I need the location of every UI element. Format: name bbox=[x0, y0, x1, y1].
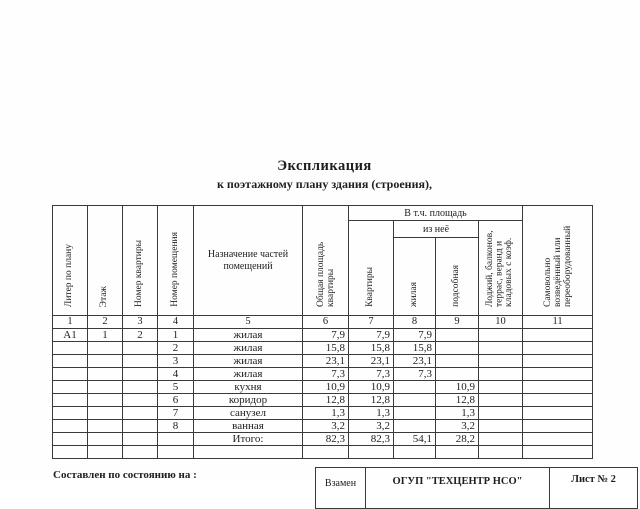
cell-living: 7,3 bbox=[394, 368, 436, 381]
cell-living: 23,1 bbox=[394, 355, 436, 368]
cell-flat-area: 7,9 bbox=[349, 329, 394, 342]
totals-flat-area: 82,3 bbox=[349, 433, 394, 446]
cell-purpose: кухня bbox=[194, 381, 303, 394]
cell-total: 23,1 bbox=[303, 355, 349, 368]
header-liter-cell bbox=[53, 206, 88, 316]
totals-row bbox=[53, 433, 593, 446]
header-row-group bbox=[53, 206, 593, 221]
footer-compiled-text: Составлен по состоянию на : bbox=[53, 469, 197, 481]
col-number: 7 bbox=[349, 316, 394, 329]
cell-room bbox=[158, 433, 194, 446]
cell-room: 8 bbox=[158, 420, 194, 433]
cell-liter bbox=[53, 433, 88, 446]
cell-living: 15,8 bbox=[394, 342, 436, 355]
cell-liter: А1 bbox=[53, 329, 88, 342]
cell-total: 15,8 bbox=[303, 342, 349, 355]
cell-floor bbox=[88, 407, 123, 420]
header-flat-area-label: Квартиры bbox=[365, 267, 376, 307]
header-floor-label: Этаж bbox=[99, 285, 110, 307]
totals-aux: 28,2 bbox=[436, 433, 479, 446]
header-unauthorized-cell bbox=[523, 206, 593, 316]
header-total-area-cell bbox=[303, 206, 349, 316]
cell-liter bbox=[53, 420, 88, 433]
col-number: 10 bbox=[479, 316, 523, 329]
header-liter-label: Литер по плану bbox=[64, 243, 75, 307]
cell-total: 12,8 bbox=[303, 394, 349, 407]
cell-purpose: жилая bbox=[194, 329, 303, 342]
cell-unauth bbox=[523, 420, 593, 433]
page-subtitle: к поэтажному плану здания (строения), bbox=[217, 177, 432, 191]
cell-balcony bbox=[479, 394, 523, 407]
header-living-cell bbox=[394, 238, 436, 316]
cell-total: 7,3 bbox=[303, 368, 349, 381]
footer-organization: ОГУП "ТЕХЦЕНТР НСО" bbox=[366, 468, 550, 508]
header-total-area-label: Общая площадь квартиры bbox=[315, 241, 336, 307]
cell-balcony bbox=[479, 355, 523, 368]
cell-flat-area: 7,3 bbox=[349, 368, 394, 381]
cell-balcony bbox=[479, 342, 523, 355]
cell-flat-area: 12,8 bbox=[349, 394, 394, 407]
header-purpose-label: Назначение частей помещений bbox=[207, 248, 289, 272]
header-room-label: Номер помещения bbox=[169, 232, 180, 307]
cell-room: 3 bbox=[158, 355, 194, 368]
cell-living bbox=[394, 420, 436, 433]
cell-aux bbox=[436, 342, 479, 355]
header-flat-area-cell bbox=[349, 221, 394, 316]
cell-flat bbox=[123, 394, 158, 407]
col-number: 6 bbox=[303, 316, 349, 329]
header-floor-cell bbox=[88, 206, 123, 316]
col-number: 8 bbox=[394, 316, 436, 329]
cell-aux: 12,8 bbox=[436, 394, 479, 407]
col-number: 3 bbox=[123, 316, 158, 329]
col-number: 11 bbox=[523, 316, 593, 329]
cell-liter bbox=[53, 355, 88, 368]
cell-total: 10,9 bbox=[303, 381, 349, 394]
cell-flat bbox=[123, 342, 158, 355]
cell-flat bbox=[123, 368, 158, 381]
header-group-of-it: из неё bbox=[394, 221, 479, 238]
cell-purpose: жилая bbox=[194, 368, 303, 381]
cell-purpose: коридор bbox=[194, 394, 303, 407]
cell-room: 5 bbox=[158, 381, 194, 394]
cell-aux bbox=[436, 355, 479, 368]
header-purpose-cell bbox=[194, 206, 303, 316]
col-number: 2 bbox=[88, 316, 123, 329]
totals-balcony bbox=[479, 433, 523, 446]
cell-flat bbox=[123, 433, 158, 446]
table-row bbox=[53, 394, 593, 407]
col-number: 5 bbox=[194, 316, 303, 329]
cell-flat bbox=[123, 407, 158, 420]
cell-flat bbox=[123, 381, 158, 394]
cell-total: 1,3 bbox=[303, 407, 349, 420]
cell-flat-area: 15,8 bbox=[349, 342, 394, 355]
table-row bbox=[53, 407, 593, 420]
table-row bbox=[53, 381, 593, 394]
cell-balcony bbox=[479, 381, 523, 394]
cell-living bbox=[394, 407, 436, 420]
header-flat-cell bbox=[123, 206, 158, 316]
cell-balcony bbox=[479, 329, 523, 342]
cell-unauth bbox=[523, 381, 593, 394]
col-number: 4 bbox=[158, 316, 194, 329]
cell-liter bbox=[53, 381, 88, 394]
cell-aux bbox=[436, 329, 479, 342]
cell-unauth bbox=[523, 368, 593, 381]
header-aux-cell bbox=[436, 238, 479, 316]
cell-purpose: санузел bbox=[194, 407, 303, 420]
footer-stamp-box bbox=[315, 467, 638, 509]
cell-balcony bbox=[479, 420, 523, 433]
header-balcony-cell bbox=[479, 221, 523, 316]
cell-floor bbox=[88, 368, 123, 381]
cell-aux: 1,3 bbox=[436, 407, 479, 420]
cell-liter bbox=[53, 368, 88, 381]
page-title: Экспликация bbox=[277, 158, 372, 174]
totals-living: 54,1 bbox=[394, 433, 436, 446]
cell-floor bbox=[88, 433, 123, 446]
cell-purpose: ванная bbox=[194, 420, 303, 433]
cell-room: 6 bbox=[158, 394, 194, 407]
table-row bbox=[53, 420, 593, 433]
cell-balcony bbox=[479, 368, 523, 381]
cell-floor bbox=[88, 342, 123, 355]
cell-living bbox=[394, 381, 436, 394]
column-number-row bbox=[53, 316, 593, 329]
cell-room: 4 bbox=[158, 368, 194, 381]
cell-aux: 10,9 bbox=[436, 381, 479, 394]
cell-flat bbox=[123, 420, 158, 433]
cell-unauth bbox=[523, 407, 593, 420]
cell-unauth bbox=[523, 394, 593, 407]
cell-flat-area: 23,1 bbox=[349, 355, 394, 368]
empty-row bbox=[53, 446, 593, 459]
cell-unauth bbox=[523, 329, 593, 342]
cell-total: 3,2 bbox=[303, 420, 349, 433]
header-aux-label: подсобная bbox=[451, 265, 462, 307]
cell-room: 1 bbox=[158, 329, 194, 342]
cell-flat-area: 10,9 bbox=[349, 381, 394, 394]
col-number: 1 bbox=[53, 316, 88, 329]
cell-flat-area: 1,3 bbox=[349, 407, 394, 420]
cell-living: 7,9 bbox=[394, 329, 436, 342]
cell-purpose: жилая bbox=[194, 342, 303, 355]
cell-floor bbox=[88, 355, 123, 368]
totals-total: 82,3 bbox=[303, 433, 349, 446]
cell-unauth bbox=[523, 342, 593, 355]
table-row bbox=[53, 342, 593, 355]
cell-aux bbox=[436, 368, 479, 381]
table-row bbox=[53, 368, 593, 381]
footer-cell-left: Взамен bbox=[316, 468, 366, 508]
header-room-cell bbox=[158, 206, 194, 316]
cell-liter bbox=[53, 407, 88, 420]
cell-flat-area: 3,2 bbox=[349, 420, 394, 433]
cell-unauth bbox=[523, 355, 593, 368]
header-group-incl-area: В т.ч. площадь bbox=[349, 206, 523, 221]
footer-sheet-number: Лист № 2 bbox=[571, 474, 616, 485]
table-row bbox=[53, 329, 593, 342]
cell-purpose: жилая bbox=[194, 355, 303, 368]
cell-aux: 3,2 bbox=[436, 420, 479, 433]
title-block bbox=[52, 158, 597, 192]
cell-floor: 1 bbox=[88, 329, 123, 342]
col-number: 9 bbox=[436, 316, 479, 329]
cell-room: 2 bbox=[158, 342, 194, 355]
totals-unauth bbox=[523, 433, 593, 446]
cell-liter bbox=[53, 342, 88, 355]
header-flat-label: Номер квартиры bbox=[134, 240, 145, 307]
cell-flat bbox=[123, 355, 158, 368]
cell-total: 7,9 bbox=[303, 329, 349, 342]
header-balcony-label: Лоджий, балконов, террас, веранд и кладовых с коэф. bbox=[485, 230, 515, 307]
cell-living bbox=[394, 394, 436, 407]
totals-label: Итого: bbox=[194, 433, 303, 446]
header-living-label: жилая bbox=[408, 282, 419, 307]
table-row bbox=[53, 355, 593, 368]
cell-floor bbox=[88, 420, 123, 433]
cell-room: 7 bbox=[158, 407, 194, 420]
cell-floor bbox=[88, 394, 123, 407]
explication-table bbox=[52, 205, 593, 459]
cell-floor bbox=[88, 381, 123, 394]
header-unauthorized-label: Самовольно возведённый или переоборудованный bbox=[542, 225, 573, 307]
cell-liter bbox=[53, 394, 88, 407]
cell-balcony bbox=[479, 407, 523, 420]
cell-flat: 2 bbox=[123, 329, 158, 342]
